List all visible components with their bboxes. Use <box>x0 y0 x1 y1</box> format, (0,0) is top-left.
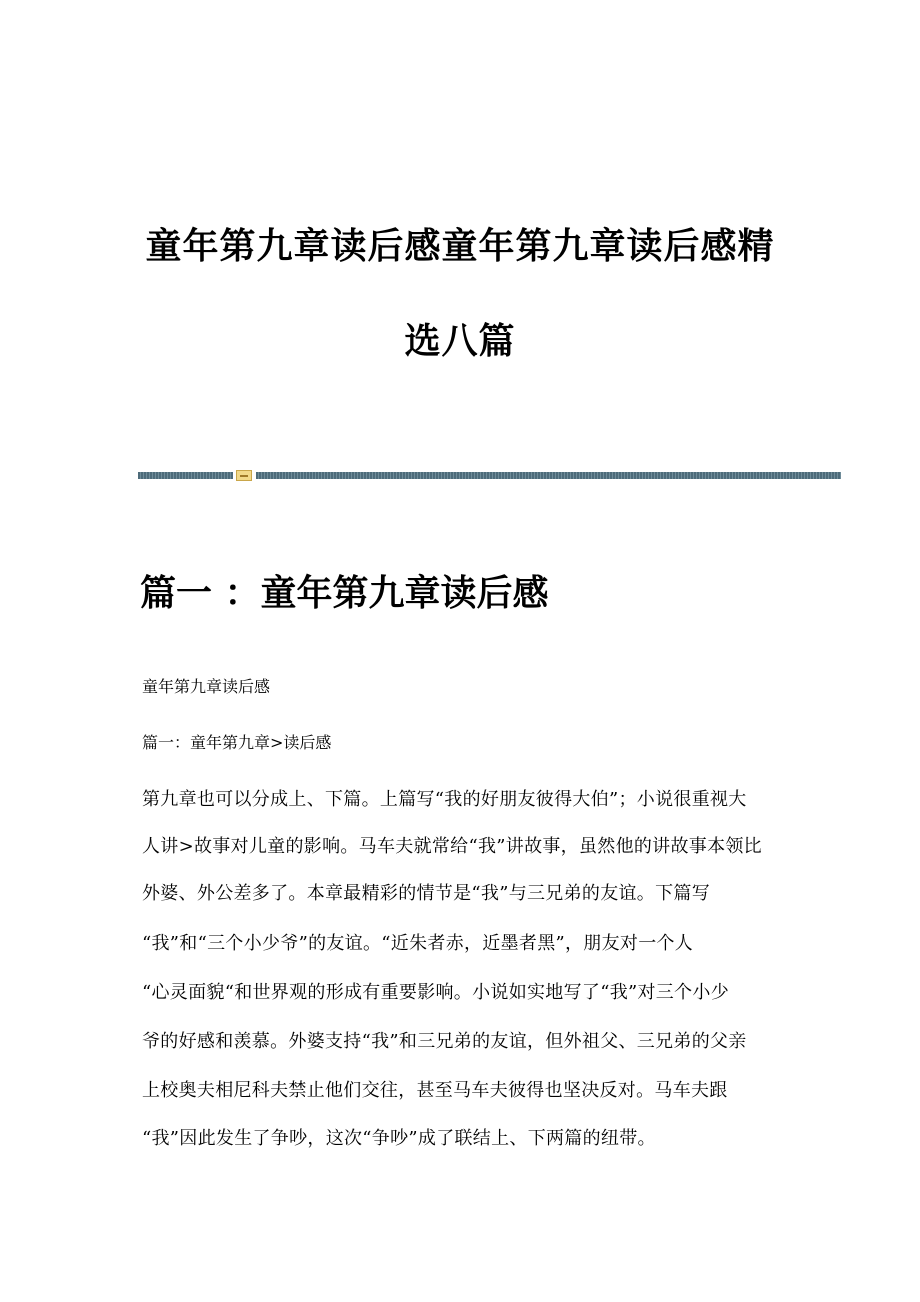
paragraph-line-2: 人讲>故事对儿童的影响。马车夫就常给“我”讲故事，虽然他的讲故事本领比 <box>142 836 762 857</box>
decorative-divider <box>138 470 841 481</box>
paragraph-line-3: 外婆、外公差多了。本章最精彩的情节是“我”与三兄弟的友谊。下篇写 <box>142 883 711 904</box>
paragraph-line-7: 上校奥夫相尼科夫禁止他们交往，甚至马车夫彼得也坚决反对。马车夫跟 <box>142 1080 728 1101</box>
paragraph-line-1: 第九章也可以分成上、下篇。上篇写“我的好朋友彼得大伯”；小说很重视大 <box>142 789 747 810</box>
divider-bar-right <box>256 472 841 479</box>
paragraph-line-4: “我”和“三个小少爷”的友谊。“近朱者赤，近墨者黑”，朋友对一个人 <box>142 933 694 954</box>
divider-bar-left <box>138 472 233 479</box>
subheading-1: 童年第九章读后感 <box>142 677 271 696</box>
document-title-line-1: 童年第九章读后感童年第九章读后感精 <box>145 225 775 267</box>
section-heading: 篇一 ：童年第九章读后感 <box>140 572 549 614</box>
paragraph-line-8: “我”因此发生了争吵，这次“争吵”成了联结上、下两篇的纽带。 <box>142 1128 656 1149</box>
document-title-line-2: 选八篇 <box>404 320 516 362</box>
subheading-2: 篇一：童年第九章>读后感 <box>142 733 332 752</box>
divider-ornament-icon <box>236 470 252 481</box>
paragraph-line-5: “心灵面貌“和世界观的形成有重要影响。小说如实地写了“我”对三个小少 <box>142 982 730 1003</box>
paragraph-line-6: 爷的好感和羡慕。外婆支持“我”和三兄弟的友谊，但外祖父、三兄弟的父亲 <box>142 1031 747 1052</box>
